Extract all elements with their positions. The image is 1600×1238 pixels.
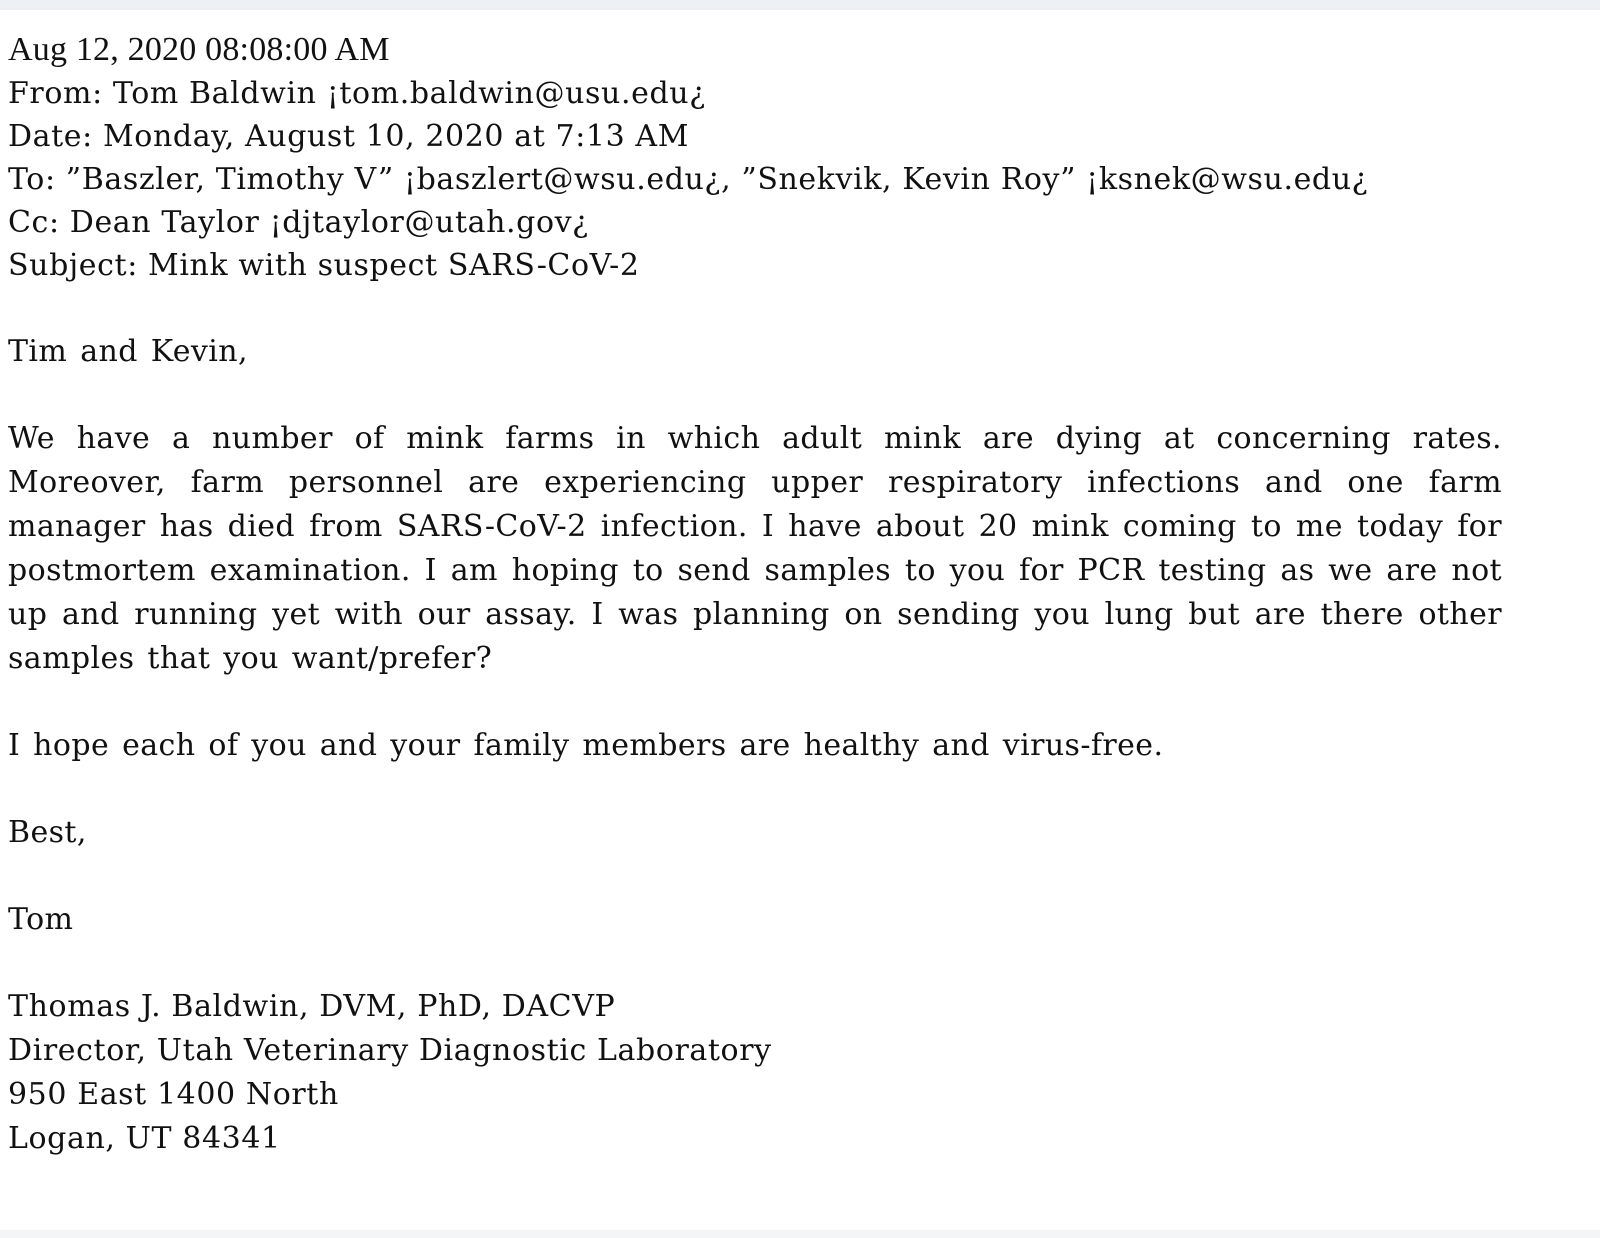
signature-street-address: 950 East 1400 North — [8, 1077, 339, 1112]
email-to: To: ”Baszler, Timothy V” ¡baszlert@wsu.edu¿, ”Snekvik, Kevin Roy” ¡ksnek@wsu.edu¿ — [8, 162, 1369, 197]
email-sender-name: Tom — [8, 902, 74, 937]
email-greeting: Tim and Kevin, — [8, 334, 248, 369]
email-closing: Best, — [8, 815, 87, 850]
top-border — [0, 0, 1600, 10]
email-document — [8, 28, 1598, 1161]
email-timestamp: Aug 12, 2020 08:08:00 AM — [8, 31, 390, 68]
email-subject: Subject: Mink with suspect SARS-CoV-2 — [8, 248, 640, 283]
email-paragraph-2: I hope each of you and your family members are healthy and virus-free. — [8, 728, 1164, 763]
signature-city-state-zip: Logan, UT 84341 — [8, 1121, 281, 1156]
bottom-border — [0, 1230, 1600, 1238]
signature-title: Director, Utah Veterinary Diagnostic Laboratory — [8, 1033, 772, 1068]
email-from: From: Tom Baldwin ¡tom.baldwin@usu.edu¿ — [8, 76, 706, 111]
email-date: Date: Monday, August 10, 2020 at 7:13 AM — [8, 119, 690, 154]
email-paragraph-1: We have a number of mink farms in which adult mink are dying at concerning rates. Moreover, farm personnel are experiencing upper respiratory infections and one farm manager has died from SARS-CoV-2 infection. I have about 20 mink coming to me today for postmortem examination. I am hoping to send samples to you for PCR testing as we are not up and running yet with our assay. I was planning on sending you lung but are there other samples that you want/prefer? — [8, 421, 1502, 676]
email-cc: Cc: Dean Taylor ¡djtaylor@utah.gov¿ — [8, 205, 589, 240]
email-signature — [8, 985, 1598, 1161]
signature-name-credentials: Thomas J. Baldwin, DVM, PhD, DACVP — [8, 989, 616, 1024]
